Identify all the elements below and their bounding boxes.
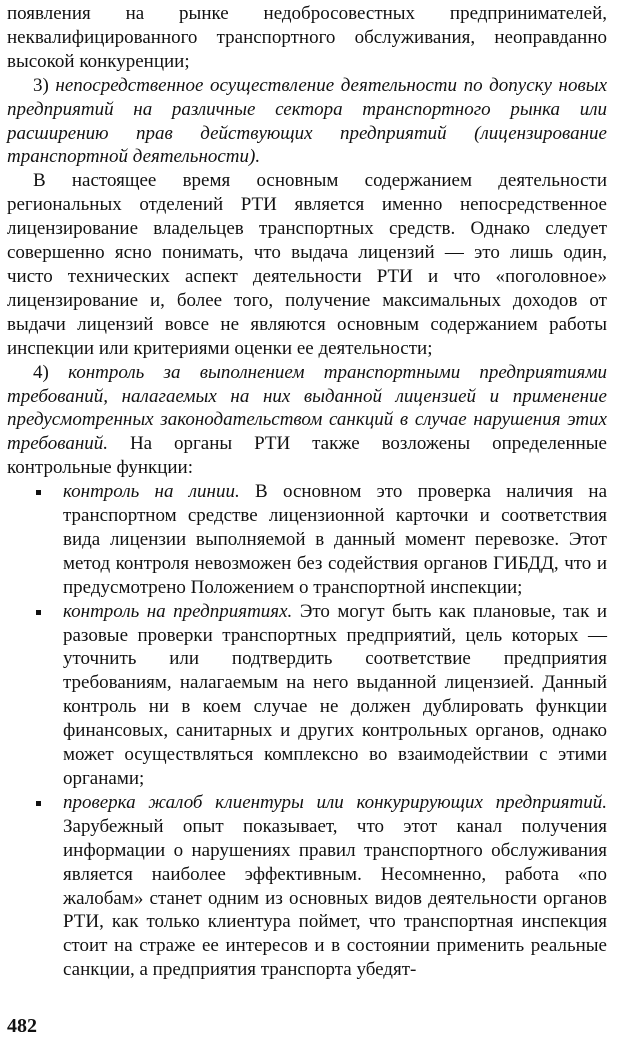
page-number: 482 <box>7 1015 37 1037</box>
list-item-emphasis: контроль за выполнением транспортными предприятиями требований, налагаемых на них выданной лицензией и применение предусмотренных законодательством санкций в случае нарушения этих требований. <box>7 361 608 455</box>
bullet-square-icon <box>36 610 41 615</box>
bullet-square-icon <box>36 801 41 806</box>
paragraph-body <box>7 169 607 360</box>
bullet-text: Зарубежный опыт показывает, что этот канал получения информации о нарушениях правил транспортного обслуживания является наиболее эффективным. Несомненно, работа «по жалобам» станет одним из основных видов деятельности органов РТИ, как только клиентура поймет, что транспортная инспекция стоит на страже ее интересов и в состоянии применить реальные санкции, а предприятия транспорта убедят- <box>63 815 607 981</box>
paragraph-text: В настоящее время основным содержанием деятельности региональных отделений РТИ является именно непосредственное лицензирование владельцев транспортных средств. Однако следует совершенно ясно понимать, что выдача лицензий — это лишь один, чисто технических аспект деятельности РТИ и что «поголовное» лицензирование и, более того, получение максимальных доходов от выдачи лицензий вовсе не являются основным содержанием работы инспекции или критериями оценки ее деятельности; <box>7 170 607 359</box>
paragraph-continuation <box>7 2 607 74</box>
bullet-term: контроль на предприятиях. <box>63 600 293 622</box>
bullet-term: проверка жалоб клиентуры или конкурирующих предприятий. <box>63 791 607 813</box>
bullet-square-icon <box>36 490 41 495</box>
bullet-item <box>7 480 607 600</box>
bullet-text: Это могут быть как плановые, так и разовые проверки транспортных предприятий, цель которых — уточнить или подтвердить соответствие предприятия требованиям, налагаемым на него выданной лицензией. Данный контроль ни в коем случае не должен дублировать функции финансовых, санитарных и других контрольных органов, однако может осуществляться комплексно во взаимодействии с этими органами; <box>63 600 608 789</box>
list-item-4 <box>7 361 607 481</box>
list-number: 3) <box>33 74 49 96</box>
list-item-text: На органы РТИ также возложены определенные контрольные функции: <box>7 433 607 479</box>
list-number: 4) <box>33 361 49 383</box>
bullet-item <box>7 791 607 982</box>
list-item-3 <box>7 74 607 170</box>
bullet-text: В основном это проверка наличия на транспортном средстве лицензионной карточки и соответствия вида лицензии выполняемой в данный момент перевозке. Этот метод контроля невозможен без содействия органов ГИБДД, что и предусмотрено Положением о транспортной инспекции; <box>63 481 608 598</box>
bullet-item <box>7 600 607 791</box>
page-text <box>7 2 607 982</box>
list-item-emphasis: непосредственное осуществление деятельности по допуску новых предприятий на различные сектора транспортного рынка или расширению прав действующих предприятий (лицензирование транспортной деятельности). <box>7 74 608 168</box>
paragraph-text: появления на рынке недобросовестных предпринимателей, неквалифицированного транспортного обслуживания, неоправданно высокой конкуренции; <box>7 3 607 72</box>
bullet-term: контроль на линии. <box>63 481 240 503</box>
control-functions-list <box>7 480 607 982</box>
